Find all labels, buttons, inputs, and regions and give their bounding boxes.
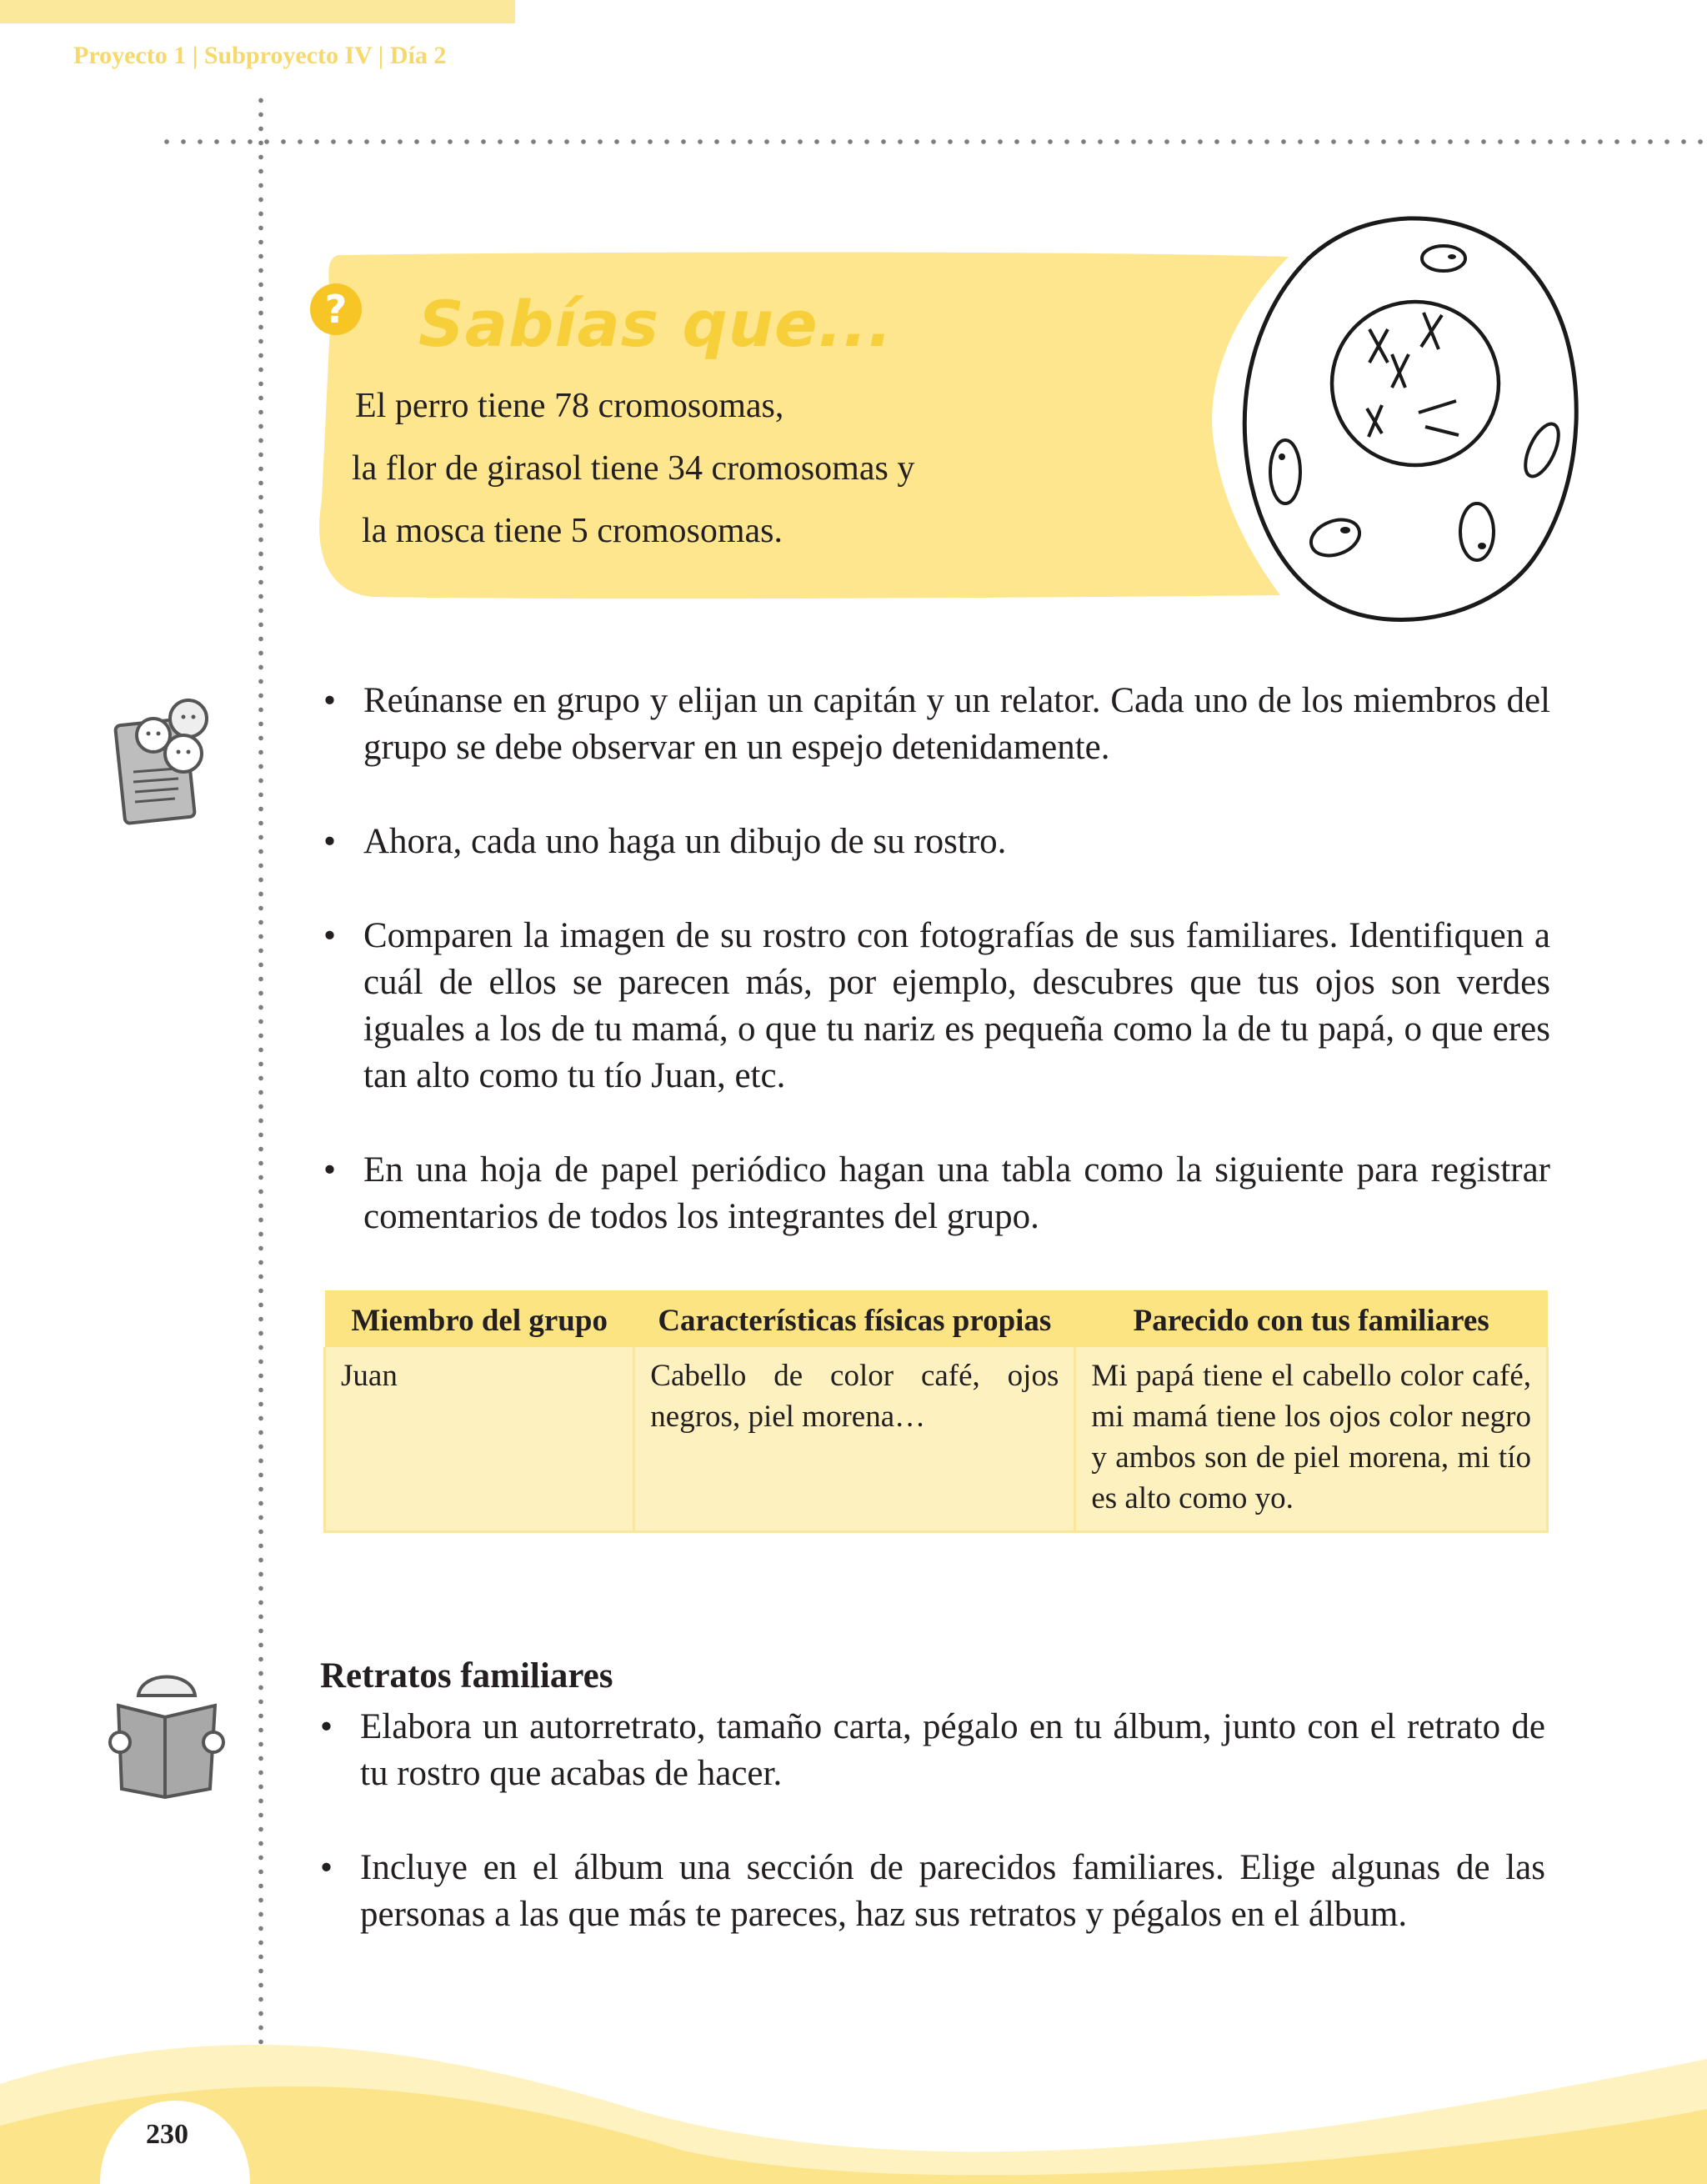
table-row [325, 1347, 1548, 1532]
table-cell-resemblance: Mi papá tiene el cabello color café, mi mamá tiene los ojos color negro y ambos son de piel morena, mi tío es alto como yo. [1075, 1347, 1548, 1532]
table-header-member: Miembro del grupo [325, 1290, 634, 1347]
sabias-line-2: la flor de girasol tiene 34 cromosomas y [352, 449, 915, 488]
table-cell-member: Juan [325, 1347, 634, 1532]
vertical-dotted-rule [258, 93, 263, 2061]
list-item: • Reúnanse en grupo y elijan un capitán y un relator. Cada uno de los miembros del grupo se debe observar en un espejo detenidamente. [323, 681, 1550, 767]
list-item: • Ahora, cada uno haga un dibujo de su rostro. [323, 822, 1007, 861]
retratos-title: Retratos familiares [320, 1656, 613, 1696]
table-header-row [325, 1290, 1548, 1347]
list-item: • Incluye en el álbum una sección de parecidos familiares. Elige algunas de las personas a las que más te pareces, haz sus retratos y pégalos en el álbum. [320, 1848, 1545, 1934]
table-header-resemblance: Parecido con tus familiares [1075, 1290, 1548, 1347]
page-number: 230 [146, 2119, 188, 2150]
list-item: • En una hoja de papel periódico hagan una tabla como la siguiente para registrar comentarios de todos los integrantes del grupo. [323, 1150, 1550, 1236]
running-head: Proyecto 1 | Subproyecto IV | Día 2 [73, 42, 447, 69]
list-item: • Elabora un autorretrato, tamaño carta, pégalo en tu álbum, junto con el retrato de tu rostro que acabas de hacer. [320, 1707, 1545, 1793]
reading-book-icon [108, 1659, 225, 1801]
group-work-icon [110, 689, 227, 830]
sabias-que-title: Sabías que... [418, 287, 894, 361]
horizontal-dotted-rule [158, 139, 1707, 144]
sabias-line-3: la mosca tiene 5 cromosomas. [362, 512, 783, 550]
table-header-traits: Características físicas propias [634, 1290, 1075, 1347]
cell-chromosomes-illustration [1234, 208, 1584, 642]
question-badge-icon: ? [310, 283, 362, 335]
top-color-bar [0, 0, 515, 23]
sabias-line-1: El perro tiene 78 cromosomas, [355, 387, 784, 425]
list-item: • Comparen la imagen de su rostro con fotografías de sus familiares. Identifiquen a cuál de ellos se parecen más, por ejemplo, descubres que tus ojos son verdes iguales a los de tu mamá, o que tu nariz es pequeña como la de tu papá, o que eres tan alto como tu tío Juan, etc. [323, 916, 1550, 1095]
family-table [323, 1290, 1549, 1533]
retratos-list [313, 1704, 1545, 1938]
footer-wave [0, 1984, 1707, 2184]
activity-list [317, 678, 1550, 1240]
table-cell-traits: Cabello de color café, ojos negros, piel morena… [634, 1347, 1075, 1532]
